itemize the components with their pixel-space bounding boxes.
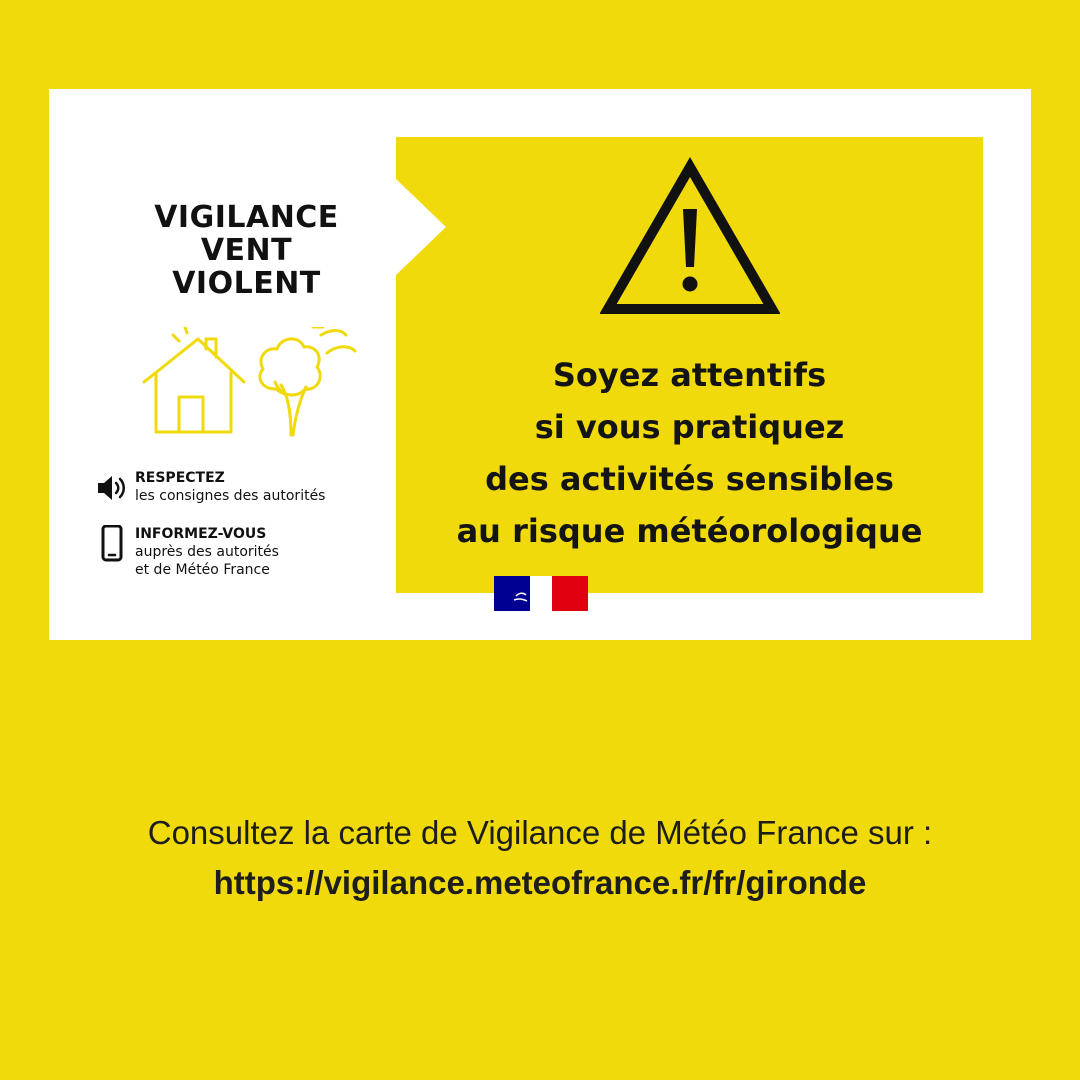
republique-francaise-flag-icon bbox=[494, 576, 588, 611]
warning-panel bbox=[396, 137, 983, 593]
title-line-3: VIOLENT bbox=[172, 266, 321, 301]
advice-line: et de Météo France bbox=[135, 562, 270, 578]
advice-heading: RESPECTEZ bbox=[135, 470, 225, 486]
vigilance-url-link[interactable]: https://vigilance.meteofrance.fr/fr/gironde bbox=[213, 864, 867, 901]
advice-line: les consignes des autorités bbox=[135, 488, 326, 504]
advice-respectez bbox=[95, 469, 325, 507]
advice-heading: INFORMEZ-VOUS bbox=[135, 526, 267, 542]
advice-respectez-text bbox=[135, 469, 325, 505]
advice-informez-vous bbox=[95, 525, 279, 579]
speaker-icon bbox=[95, 469, 135, 507]
message-line: au risque météorologique bbox=[456, 512, 923, 550]
title-line-1: VIGILANCE bbox=[154, 200, 339, 235]
panel-arrow-notch bbox=[396, 179, 446, 275]
smartphone-icon bbox=[95, 525, 135, 563]
warning-message bbox=[396, 349, 983, 557]
footer bbox=[0, 808, 1080, 908]
warning-triangle-icon bbox=[600, 157, 780, 322]
advice-line: auprès des autorités bbox=[135, 544, 279, 560]
message-line: Soyez attentifs bbox=[552, 356, 827, 394]
card-left-column bbox=[49, 89, 396, 640]
house-tree-wind-icon bbox=[141, 327, 361, 442]
advice-informez-text bbox=[135, 525, 279, 579]
vigilance-title bbox=[129, 201, 364, 300]
message-line: des activités sensibles bbox=[485, 460, 894, 498]
footer-text: Consultez la carte de Vigilance de Météo France sur : bbox=[147, 814, 933, 851]
message-line: si vous pratiquez bbox=[534, 408, 845, 446]
title-line-2: VENT bbox=[200, 233, 293, 268]
vigilance-card bbox=[49, 89, 1031, 640]
